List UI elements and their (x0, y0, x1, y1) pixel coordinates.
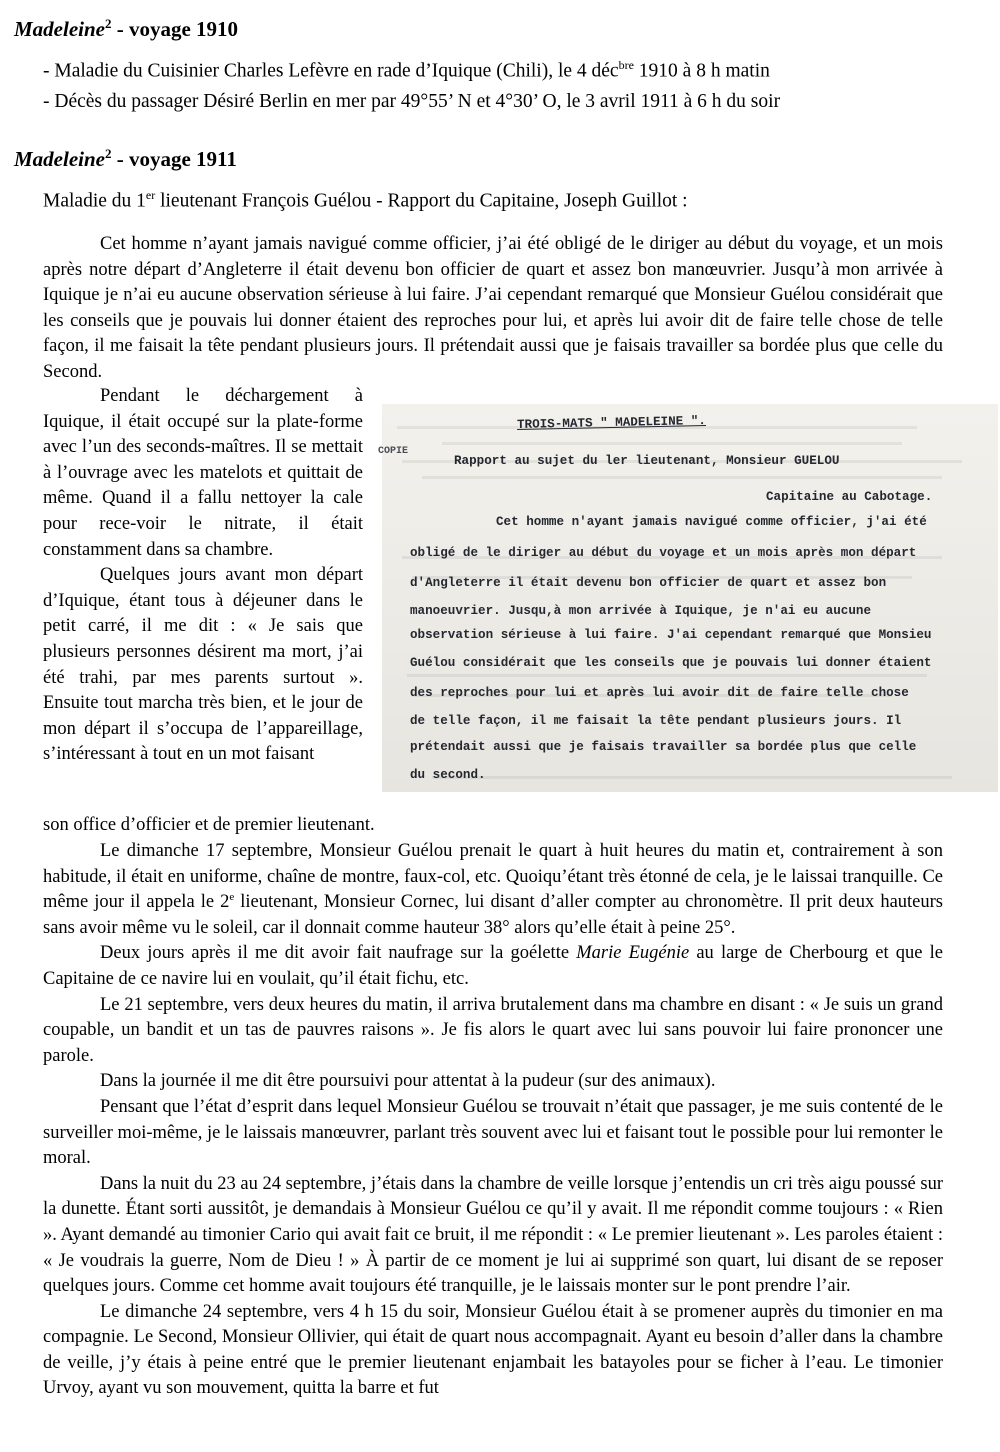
typed-header: TROIS-MATS " MADELEINE ". (516, 414, 707, 432)
paragraph-naufrage: Deux jours après il me dit avoir fait naufrage sur la goélette Marie Eugénie au large de Cherbourg et que le Capitaine de ce navire lui en voulait, qu’il était fichu, etc. (43, 943, 943, 989)
copie-stamp: COPIE (378, 446, 409, 457)
typed-subtitle: Capitaine au Cabotage. (766, 490, 933, 504)
paragraph-dimanche-17: Le dimanche 17 septembre, Monsieur Guélou prenait le quart à huit heures du matin et, contrairement à son habitude, il était en uniforme, chaîne de montre, faux-col, etc. Quoiqu’étant très étonné de cela, je le laissai tranquille. Ce même jour il appela le 2e lieutenant, Monsieur Cornec, lui disant d’aller compter au chronomètre. Il prit deux hauteurs sans avoir même vu le soleil, car il donnait comme hauteur 38° alors qu’elle était à peine 25°. (43, 841, 943, 938)
typed-line: Guélou considérait que les conseils que je pouvais lui donner étaient (410, 656, 932, 670)
bullet-passager: - Décès du passager Désiré Berlin en mer par 49°55’ N et 4°30’ O, le 3 avril 1911 à 6 h du soir (43, 91, 781, 112)
section-title-1910: Madeleine$^2$ - voyage 1910 (14, 16, 239, 41)
paragraph-nuit: Dans la nuit du 23 au 24 septembre, j’étais dans la chambre de veille lorsque j’entendis un cri très aigu poussé sur la dunette. Étant sorti aussitôt, je demandais à Monsieur Guélou ce qu’il y avait. Il me répondit comme toujours : « Rien ». Ayant demandé au timonier Cario qui avait fait ce bruit, il me répondit : « Le premier lieutenant ». Les paroles étaient : « Je voudrais la guerre, Nom de Dieu ! » À partir de ce moment je lui ai supprimé son quart, lui disant de se reposer quelques jours. Comme cet homme avait toujours été tranquille, je le laissais monter sur le pont prendre l’air. (43, 1173, 943, 1297)
main-text-block (43, 839, 943, 1402)
paragraph-tail-line: son office d’officier et de premier lieutenant. (43, 815, 375, 835)
typed-line: Cet homme n'ayant jamais navigué comme officier, j'ai été (496, 515, 927, 529)
bullet-cuisinier: - Maladie du Cuisinier Charles Lefèvre en rade d’Iquique (Chili), le 4 déc$^{bre}$ 1910 à 8 h matin (43, 58, 770, 82)
typed-title: Rapport au sujet du ler lieutenant, Monsieur GUELOU (454, 454, 840, 468)
paragraph-21-septembre: Le 21 septembre, vers deux heures du matin, il arriva brutalement dans ma chambre en disant : « Je suis un grand coupable, un bandit et un tas de pauvres raisons ». Je fis alors le quart avec lui sans pouvoir lui faire prononcer une parole. (43, 994, 943, 1066)
typed-line: prétendait aussi que je faisais travailler sa bordée plus que celle (410, 740, 917, 754)
typed-report-scan (378, 404, 998, 792)
typed-line: du second. (410, 768, 486, 782)
typed-line: observation sérieuse à lui faire. J'ai cependant remarqué que Monsieu (410, 628, 932, 642)
paragraph-journee: Dans la journée il me dit être poursuivi pour attentat à la pudeur (sur des animaux). (100, 1071, 716, 1092)
typed-line: d'Angleterre il était devenu bon officier de quart et assez bon (410, 576, 887, 590)
left-column-text (43, 384, 363, 768)
subheading-maladie: Maladie du 1er lieutenant François Guélou - Rapport du Capitaine, Joseph Guillot : (43, 188, 688, 212)
paragraph-quelques-jours: Quelques jours avant mon départ d’Iquique, étant tous à déjeuner dans le petit carré, il me dit : « Je sais que plusieurs personnes désirent ma mort, j’ai été trahi, par mes parents surtout ». Ensuite tout marcha très bien, et le jour de mon départ il s’occupa de l’appareillage, s’intéressant à tout en un mot faisant (43, 565, 363, 765)
paragraph-dechargement: Pendant le déchargement à Iquique, il était occupé sur la plate-forme avec l’un des seconds-maîtres. Il se mettait à l’ouvrage avec les matelots et quittait de même. Quand il a fallu nettoyer la cale pour rece-voir le nitrate, il était constamment dans sa chambre. (43, 386, 363, 560)
typed-line: manoeuvrier. Jusqu,à mon arrivée à Iquique, je n'ai eu aucune (410, 604, 872, 618)
section-title-1911: Madeleine$^2$ - voyage 1911 (14, 146, 237, 171)
paragraph-dimanche-24: Le dimanche 24 septembre, vers 4 h 15 du soir, Monsieur Guélou était à se promener auprès du timonier en ma compagnie. Le Second, Monsieur Ollivier, qui était de quart nous accompagnait. Ayant eu besoin d’aller dans la chambre de veille, j’y étais à peine entré que le premier lieutenant enjambait les batayoles pour se ficher à l’eau. Le timonier Urvoy, ayant vu son mouvement, quitta la barre et fut (43, 1301, 943, 1399)
paragraph-pensant: Pensant que l’état d’esprit dans lequel Monsieur Guélou se trouvait n’était que passager, je me suis contenté de le surveiller moi-même, je le laissais manœuvrer, parlant très souvent avec lui et faisant tout le possible pour lui remonter le moral. (43, 1096, 943, 1169)
intro-paragraph: Cet homme n’ayant jamais navigué comme officier, j’ai été obligé de le diriger au début du voyage, et un mois après notre départ d’Angleterre il était devenu bon officier de quart et assez bon manœuvrier. Jusqu’à mon arrivée à Iquique je n’ai eu aucune observation sérieuse à lui faire. J’ai cependant remarqué que Monsieur Guélou considérait que les conseils que je pouvais lui donner étaient des reproches pour lui, et après lui avoir dit de faire telle chose de telle façon, il me faisait la tête pendant plusieurs jours. Il prétendait aussi que je faisais travailler sa bordée plus que celle du Second. (43, 234, 943, 382)
intro-paragraph-block (43, 232, 943, 386)
typed-line: de telle façon, il me faisait la tête pendant plusieurs jours. Il (410, 714, 902, 728)
typed-line: obligé de le diriger au début du voyage et un mois après mon départ (410, 546, 917, 560)
typed-line: des reproches pour lui et après lui avoir dit de faire telle chose (410, 686, 909, 700)
